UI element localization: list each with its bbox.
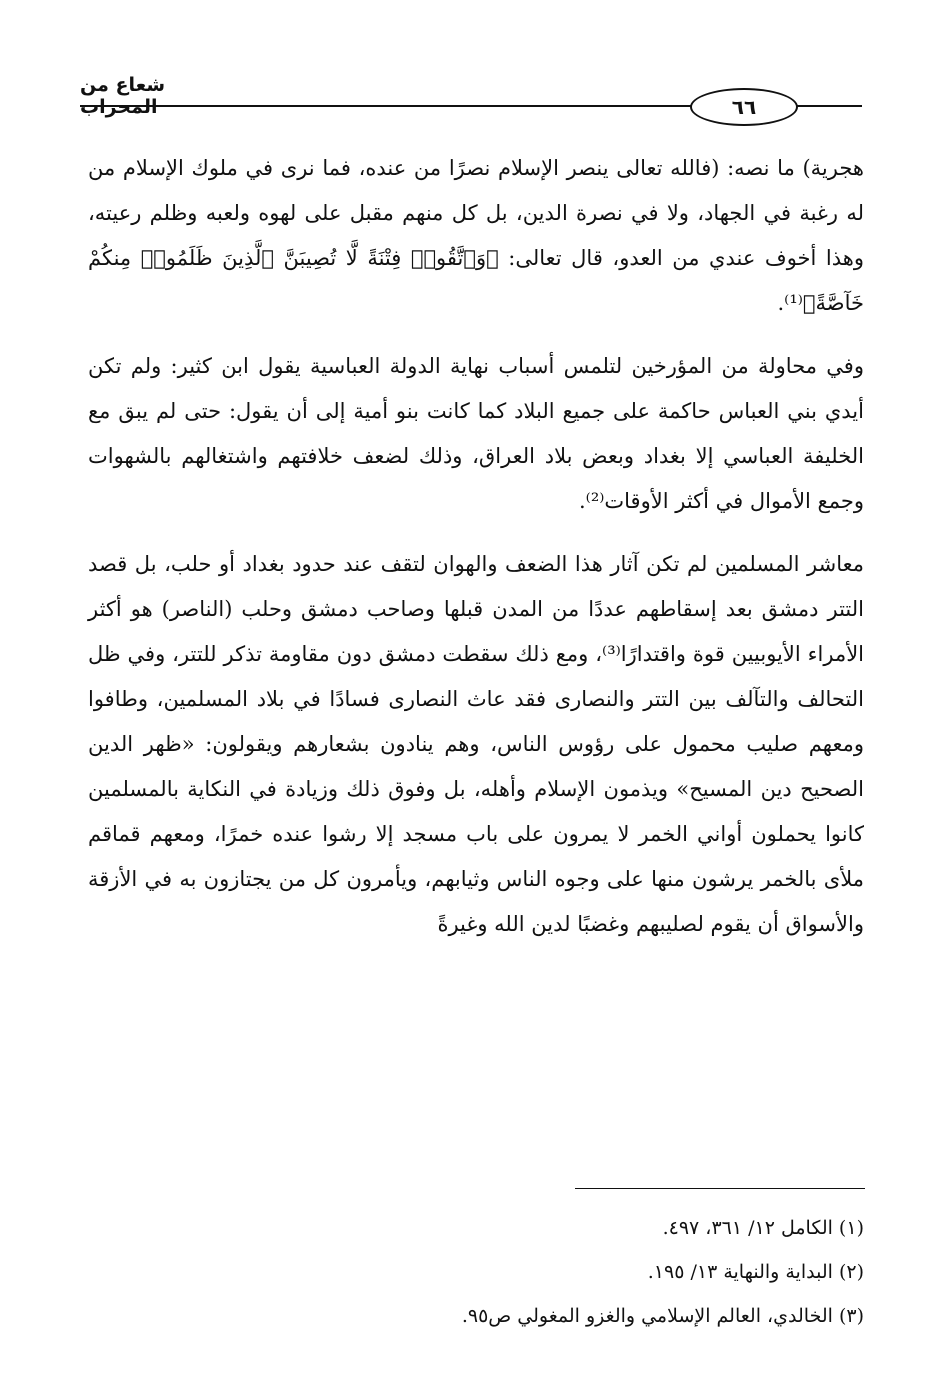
- paragraph: هجرية) ما نصه: (فالله تعالى ينصر الإسلام نصرًا من عنده، فما نرى في ملوك الإسلام من له رغبة في الجهاد، ولا في نصرة الدين، بل كل منهم مقبل على لهوه ولعبه وظلم رعيته، وهذا أخوف عندي من العدو، قال تعالى: ﴿وَٱتَّقُوا۟ فِتْنَةً لَّا تُصِيبَنَّ ٱلَّذِينَ ظَلَمُوا۟ مِنكُمْ خَآصَّةً﴾⁽¹⁾.: [88, 156, 864, 315]
- footnote-2: (٢) البداية والنهاية ١٣/ ١٩٥.: [647, 1261, 864, 1283]
- body-text: [88, 146, 864, 965]
- footnote-1: (١) الكامل ١٢/ ٣٦١، ٤٩٧.: [662, 1217, 864, 1239]
- footnotes: [88, 1206, 864, 1338]
- footnote-rule: [575, 1188, 865, 1189]
- footnote-3: (٣) الخالدي، العالم الإسلامي والغزو المغولي ص٩٥.: [461, 1305, 864, 1327]
- paragraph: وفي محاولة من المؤرخين لتلمس أسباب نهاية الدولة العباسية يقول ابن كثير: ولم تكن أيدي بني العباس حاكمة على جميع البلاد كما كانت بنو أمية إلى أن يقول: حتى لم يبق مع الخليفة العباسي إلا بغداد وبعض بلاد العراق، وذلك لضعف خلافتهم واشتغالهم بالشهوات وجمع الأموال في أكثر الأوقات⁽²⁾.: [88, 354, 864, 513]
- page-number: ٦٦: [690, 88, 798, 126]
- running-title: شعاع من المحراب: [80, 74, 165, 118]
- paragraph: معاشر المسلمين لم تكن آثار هذا الضعف والهوان لتقف عند حدود بغداد أو حلب، بل قصد التتر دمشق بعد إسقاطهم عددًا من المدن قبلها وصاحب دمشق وحلب (الناصر) هو أكثر الأمراء الأيوبيين قوة واقتدارًا⁽³⁾، ومع ذلك سقطت دمشق دون مقاومة تذكر للتتر، وفي ظل التحالف والتآلف بين التتر والنصارى فقد عاث النصارى فسادًا في بلاد المسلمين، وطافوا ومعهم صليب محمول على رؤوس الناس، وهم ينادون بشعارهم ويقولون: «ظهر الدين الصحيح دين المسيح» ويذمون الإسلام وأهله، بل وفوق ذلك وزيادة في النكاية بالمسلمين كانوا يحملون أواني الخمر لا يمرون على باب مسجد إلا رشوا عنده خمرًا، ومعهم قماقم ملأى بالخمر يرشون منها على وجوه الناس وثيابهم، ويأمرون كل من يجتازون به في الأزقة والأسواق أن يقوم لصليبهم وغضبًا لدين الله وغيرةً: [88, 552, 865, 936]
